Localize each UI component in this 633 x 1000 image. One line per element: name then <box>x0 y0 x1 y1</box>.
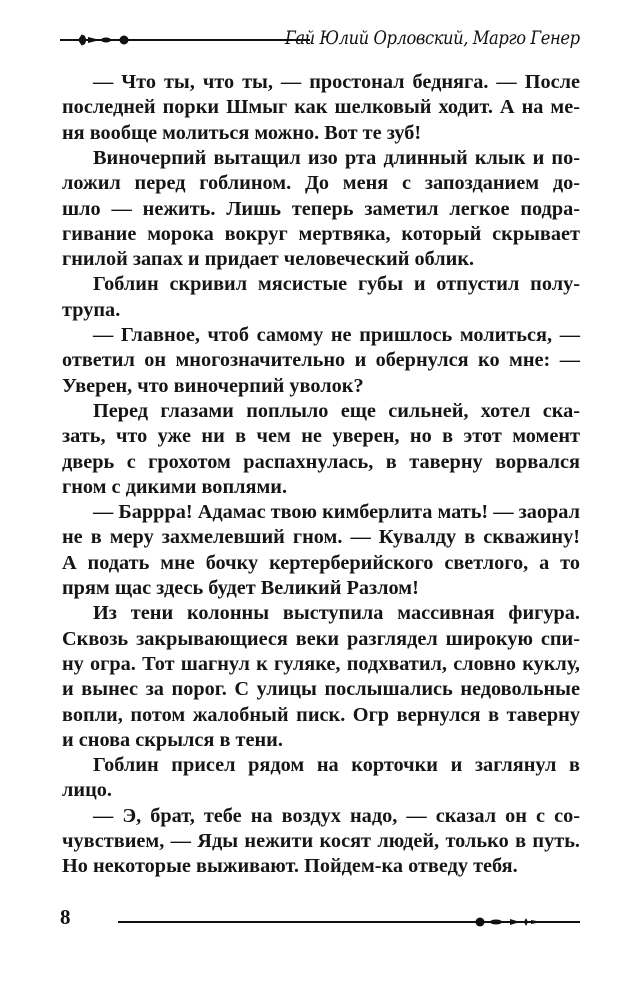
text-line: Сквозь закрывающиеся веки разглядел широкую спи- <box>62 627 580 650</box>
text-line: трупа. <box>62 298 121 321</box>
text-line: ну огра. Тот шагнул к гуляке, подхватил, словно куклу, <box>62 652 580 675</box>
text-line: Перед глазами поплыло еще сильней, хотел ска- <box>93 399 580 422</box>
text-line: ня вообще молиться можно. Вот те зуб! <box>62 121 422 144</box>
text-line: вопли, потом жалобный писк. Огр вернулся в таверну <box>62 703 580 726</box>
text-line: Гоблин присел рядом на корточки и заглянул в <box>93 754 580 777</box>
text-line: и снова скрылся в тени. <box>62 728 283 751</box>
text-line: не в меру захмелевший гном. — Кувалду в скважину! <box>62 526 580 549</box>
text-line: Из тени колонны выступила массивная фигура. <box>93 602 580 625</box>
text-line: — Баррра! Адамас твою кимберлита мать! — заорал <box>93 501 581 524</box>
text-line: ответил он многозначительно и обернулся ко мне: — <box>62 349 580 372</box>
text-line: Уверен, что виночерпий уволок? <box>62 374 364 397</box>
text-line: Но некоторые выживают. Пойдем-ка отведу тебя. <box>62 855 518 878</box>
text-line: зать, что уже ни в чем не уверен, но в этот момент <box>62 425 580 448</box>
text-line: шло — нежить. Лишь теперь заметил легкое подра- <box>62 197 580 220</box>
text-line: гнилой запах и придает человеческий облик. <box>62 248 475 271</box>
header-ornament-icon <box>60 31 310 49</box>
text-line: чувствием, — Яды нежити косят людей, только в путь. <box>62 830 580 852</box>
text-line: гивание морока вокруг мертвяка, который скрывает <box>62 222 580 245</box>
text-line: Виночерпий вытащил изо рта длинный клык и по- <box>93 146 580 169</box>
page-number: 8 <box>60 905 71 929</box>
page-header <box>60 25 580 55</box>
text-line: А подать мне бочку кертерберийского светлого, а то <box>62 551 580 574</box>
text-line: и вынес за порог. С улицы послышались недовольные <box>62 678 580 701</box>
page-footer <box>60 905 580 935</box>
text-line: — Что ты, что ты, — простонал бедняга. — После <box>93 71 580 93</box>
text-line: Гоблин скривил мясистые губы и отпустил полу- <box>93 273 580 296</box>
text-line: последней порки Шмыг как шелковый ходит. А на ме- <box>62 96 580 119</box>
text-line: ложил перед гоблином. До меня с запозданием до- <box>62 172 580 195</box>
text-line: — Э, брат, тебе на воздух надо, — сказал он с со- <box>93 804 580 827</box>
text-line: лицо. <box>62 779 112 802</box>
text-line: гном с дикими воплями. <box>62 475 288 498</box>
footer-ornament-icon <box>118 915 580 929</box>
running-head: Гай Юлий Орловский, Марго Генер <box>285 27 580 49</box>
text-line: — Главное, чтоб самому не пришлось молиться, — <box>93 324 580 346</box>
text-line: дверь с грохотом распахнулась, в таверну ворвался <box>62 450 580 473</box>
text-line: прям щас здесь будет Великий Разлом! <box>62 577 419 599</box>
